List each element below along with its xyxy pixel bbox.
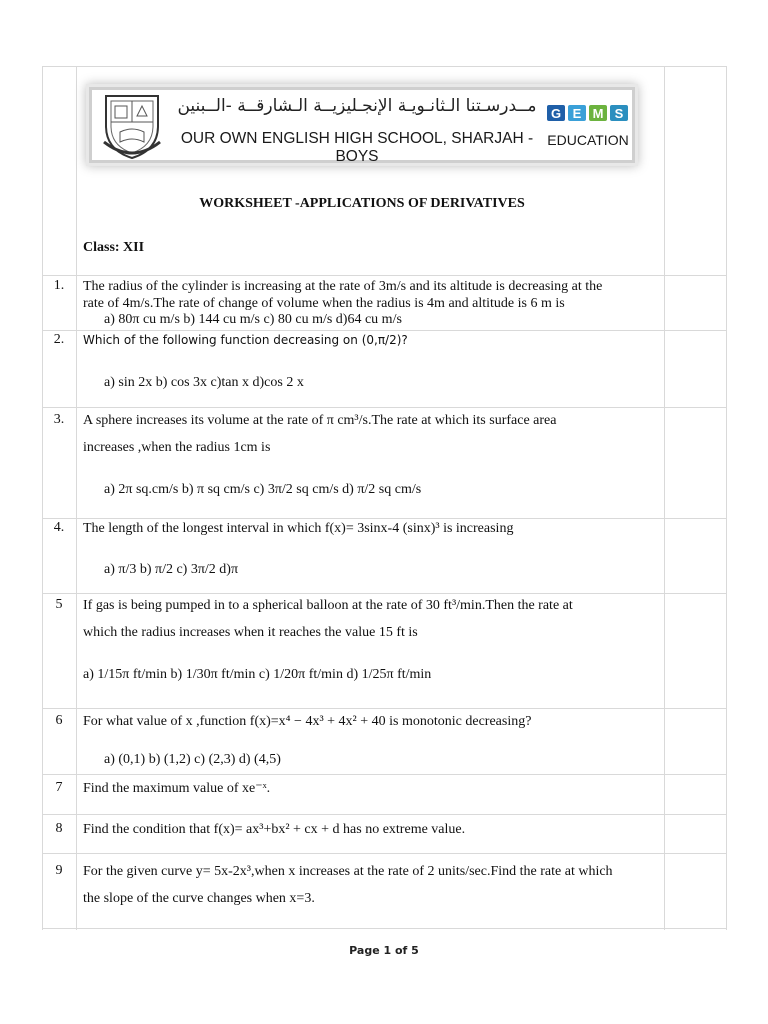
- school-crest-icon: [100, 92, 164, 160]
- question-text: For the given curve y= 5x-2x³,when x increases at the rate of 2 units/sec.Find the rate at which: [83, 864, 613, 879]
- question-text-continued: rate of 4m/s.The rate of change of volume when the radius is 4m and altitude is 6 m is: [83, 296, 565, 311]
- worksheet-table: [42, 66, 726, 930]
- question-number: 1.: [53, 278, 65, 293]
- question-options: a) 1/15π ft/min b) 1/30π ft/min c) 1/20π ft/min d) 1/25π ft/min: [83, 667, 432, 682]
- question-text: Find the condition that f(x)= ax³+bx² + cx + d has no extreme value.: [83, 822, 466, 837]
- question-text: A sphere increases its volume at the rate of π cm³/s.The rate at which its surface area: [83, 413, 557, 428]
- school-banner: [92, 90, 632, 165]
- question-options: a) 2π sq.cm/s b) π sq cm/s c) 3π/2 sq cm/s d) π/2 sq cm/s: [104, 482, 422, 497]
- question-number: 6: [55, 713, 63, 728]
- table-border-bottom: [42, 928, 726, 929]
- gems-logo-letter-e: E: [572, 106, 582, 121]
- table-border-right: [726, 66, 727, 930]
- question-options: a) (0,1) b) (1,2) c) (2,3) d) (4,5): [104, 752, 281, 767]
- row-divider: [42, 708, 726, 709]
- table-column-divider: [76, 66, 77, 930]
- page-number: Page 1 of 5: [349, 944, 419, 957]
- question-text-continued: which the radius increases when it reaches the value 15 ft is: [83, 625, 418, 640]
- class-label: Class: XII: [83, 240, 145, 255]
- gems-logo-icon: [547, 102, 629, 124]
- question-number: 4.: [53, 520, 65, 535]
- question-text: Which of the following function decreasing on (0,π/2)?: [83, 333, 408, 347]
- question-options: a) 80π cu m/s b) 144 cu m/s c) 80 cu m/s d)64 cu m/s: [104, 312, 402, 327]
- question-text: If gas is being pumped in to a spherical balloon at the rate of 30 ft³/min.Then the rate at: [83, 598, 573, 613]
- question-number: 5: [55, 597, 63, 612]
- question-number: 2.: [53, 332, 65, 347]
- table-border-top: [42, 66, 726, 67]
- worksheet-title: WORKSHEET -APPLICATIONS OF DERIVATIVES: [199, 196, 525, 211]
- table-border-left: [42, 66, 43, 930]
- row-divider: [42, 407, 726, 408]
- gems-logo-letter-s: S: [614, 106, 624, 121]
- question-text: The radius of the cylinder is increasing at the rate of 3m/s and its altitude is decreasing at the: [83, 279, 603, 294]
- question-options: a) sin 2x b) cos 3x c)tan x d)cos 2 x: [104, 375, 304, 390]
- question-text-continued: the slope of the curve changes when x=3.: [83, 891, 315, 906]
- question-text-continued: increases ,when the radius 1cm is: [83, 440, 271, 455]
- question-number: 3.: [53, 412, 65, 427]
- question-number: 7: [55, 780, 63, 795]
- row-divider: [42, 853, 726, 854]
- question-text: For what value of x ,function f(x)=x⁴ − 4x³ + 4x² + 40 is monotonic decreasing?: [83, 714, 532, 729]
- row-divider: [42, 814, 726, 815]
- row-divider: [42, 330, 726, 331]
- gems-logo-letter-m: M: [592, 106, 604, 121]
- gems-logo-letter-g: G: [550, 106, 562, 121]
- row-divider: [42, 275, 726, 276]
- school-name-arabic: مــدرسـتنا الـثانـويـة الإنجـليزيــة الـشارقــة -الــبنين: [177, 96, 537, 116]
- row-divider: [42, 774, 726, 775]
- question-options: a) π/3 b) π/2 c) 3π/2 d)π: [104, 562, 239, 577]
- question-number: 9: [55, 863, 63, 878]
- question-text: The length of the longest interval in which f(x)= 3sinx-4 (sinx)³ is increasing: [83, 521, 514, 536]
- brand-subtitle: EDUCATION: [547, 132, 629, 148]
- question-number: 8: [55, 821, 63, 836]
- school-name: OUR OWN ENGLISH HIGH SCHOOL, SHARJAH - BOYS: [180, 130, 534, 165]
- row-divider: [42, 593, 726, 594]
- row-divider: [42, 518, 726, 519]
- question-text: Find the maximum value of xe⁻ˣ.: [83, 781, 271, 796]
- table-column-divider: [664, 66, 665, 930]
